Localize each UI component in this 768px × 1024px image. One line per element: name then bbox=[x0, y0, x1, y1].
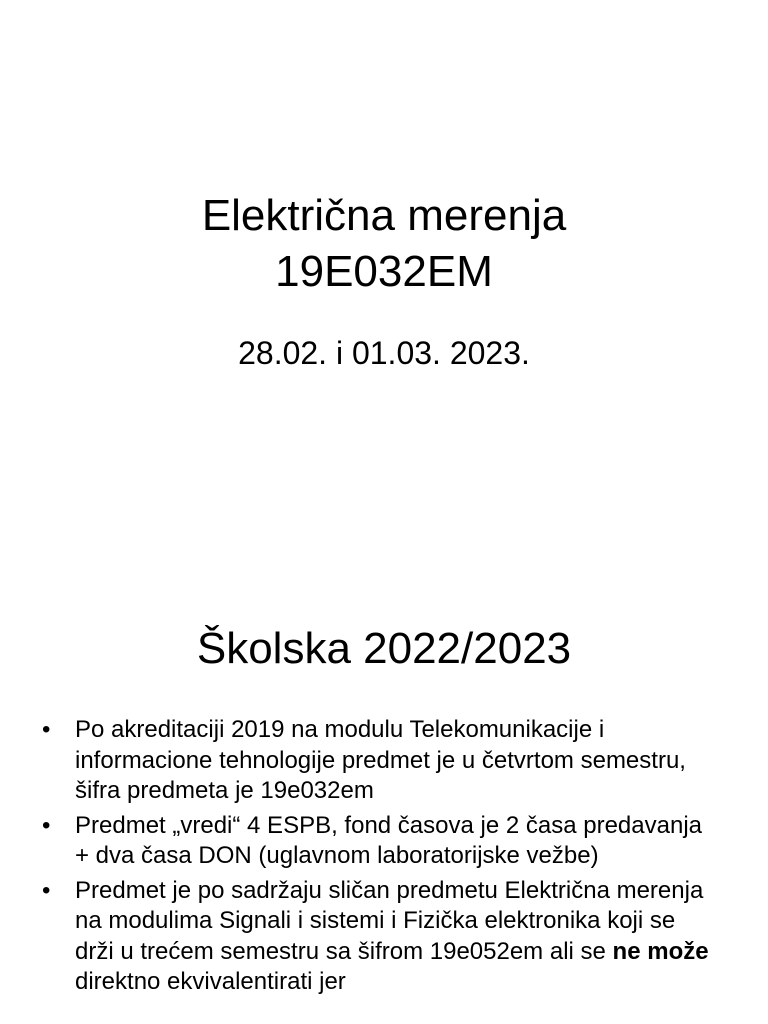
bullet-icon: • bbox=[42, 716, 51, 743]
course-name: Električna merenja bbox=[201, 191, 567, 240]
bullet-text: Predmet „vredi“ 4 ESPB, fond časova je 2 časa predavanja + dva časa DON (uglavnom laboratorijske vežbe) bbox=[75, 811, 702, 869]
bullet-text-part-1: Predmet je po sadržaju sličan predmetu Električna merenja na modulima Signali i sistemi i Fizička elektronika koji se drži u trećem semestru sa šifrom 19e052em ali se bbox=[75, 876, 704, 965]
bullet-icon: • bbox=[42, 811, 51, 839]
slide-title bbox=[0, 188, 768, 300]
bullet-text-part-2: direktno ekvivalentirati jer bbox=[75, 968, 346, 995]
bullet-text: Po akreditaciji 2019 na modulu Telekomunikacije i informacione tehnologije predmet je u četvrtom semestru, šifra predmeta je 19e032em bbox=[75, 716, 686, 804]
bullet-text-emphasis: ne može bbox=[612, 937, 709, 965]
academic-year-title: Školska 2022/2023 bbox=[196, 624, 572, 673]
bullet-item-accreditation bbox=[42, 715, 712, 807]
course-code: 19E032EM bbox=[275, 247, 493, 296]
bullet-item-espb bbox=[42, 811, 712, 872]
bullet-list bbox=[42, 715, 712, 1002]
content-slide bbox=[0, 576, 768, 1024]
bullet-item-equivalence bbox=[42, 876, 712, 998]
lecture-dates: 28.02. i 01.03. 2023. bbox=[238, 335, 530, 371]
bullet-icon: • bbox=[42, 876, 51, 904]
